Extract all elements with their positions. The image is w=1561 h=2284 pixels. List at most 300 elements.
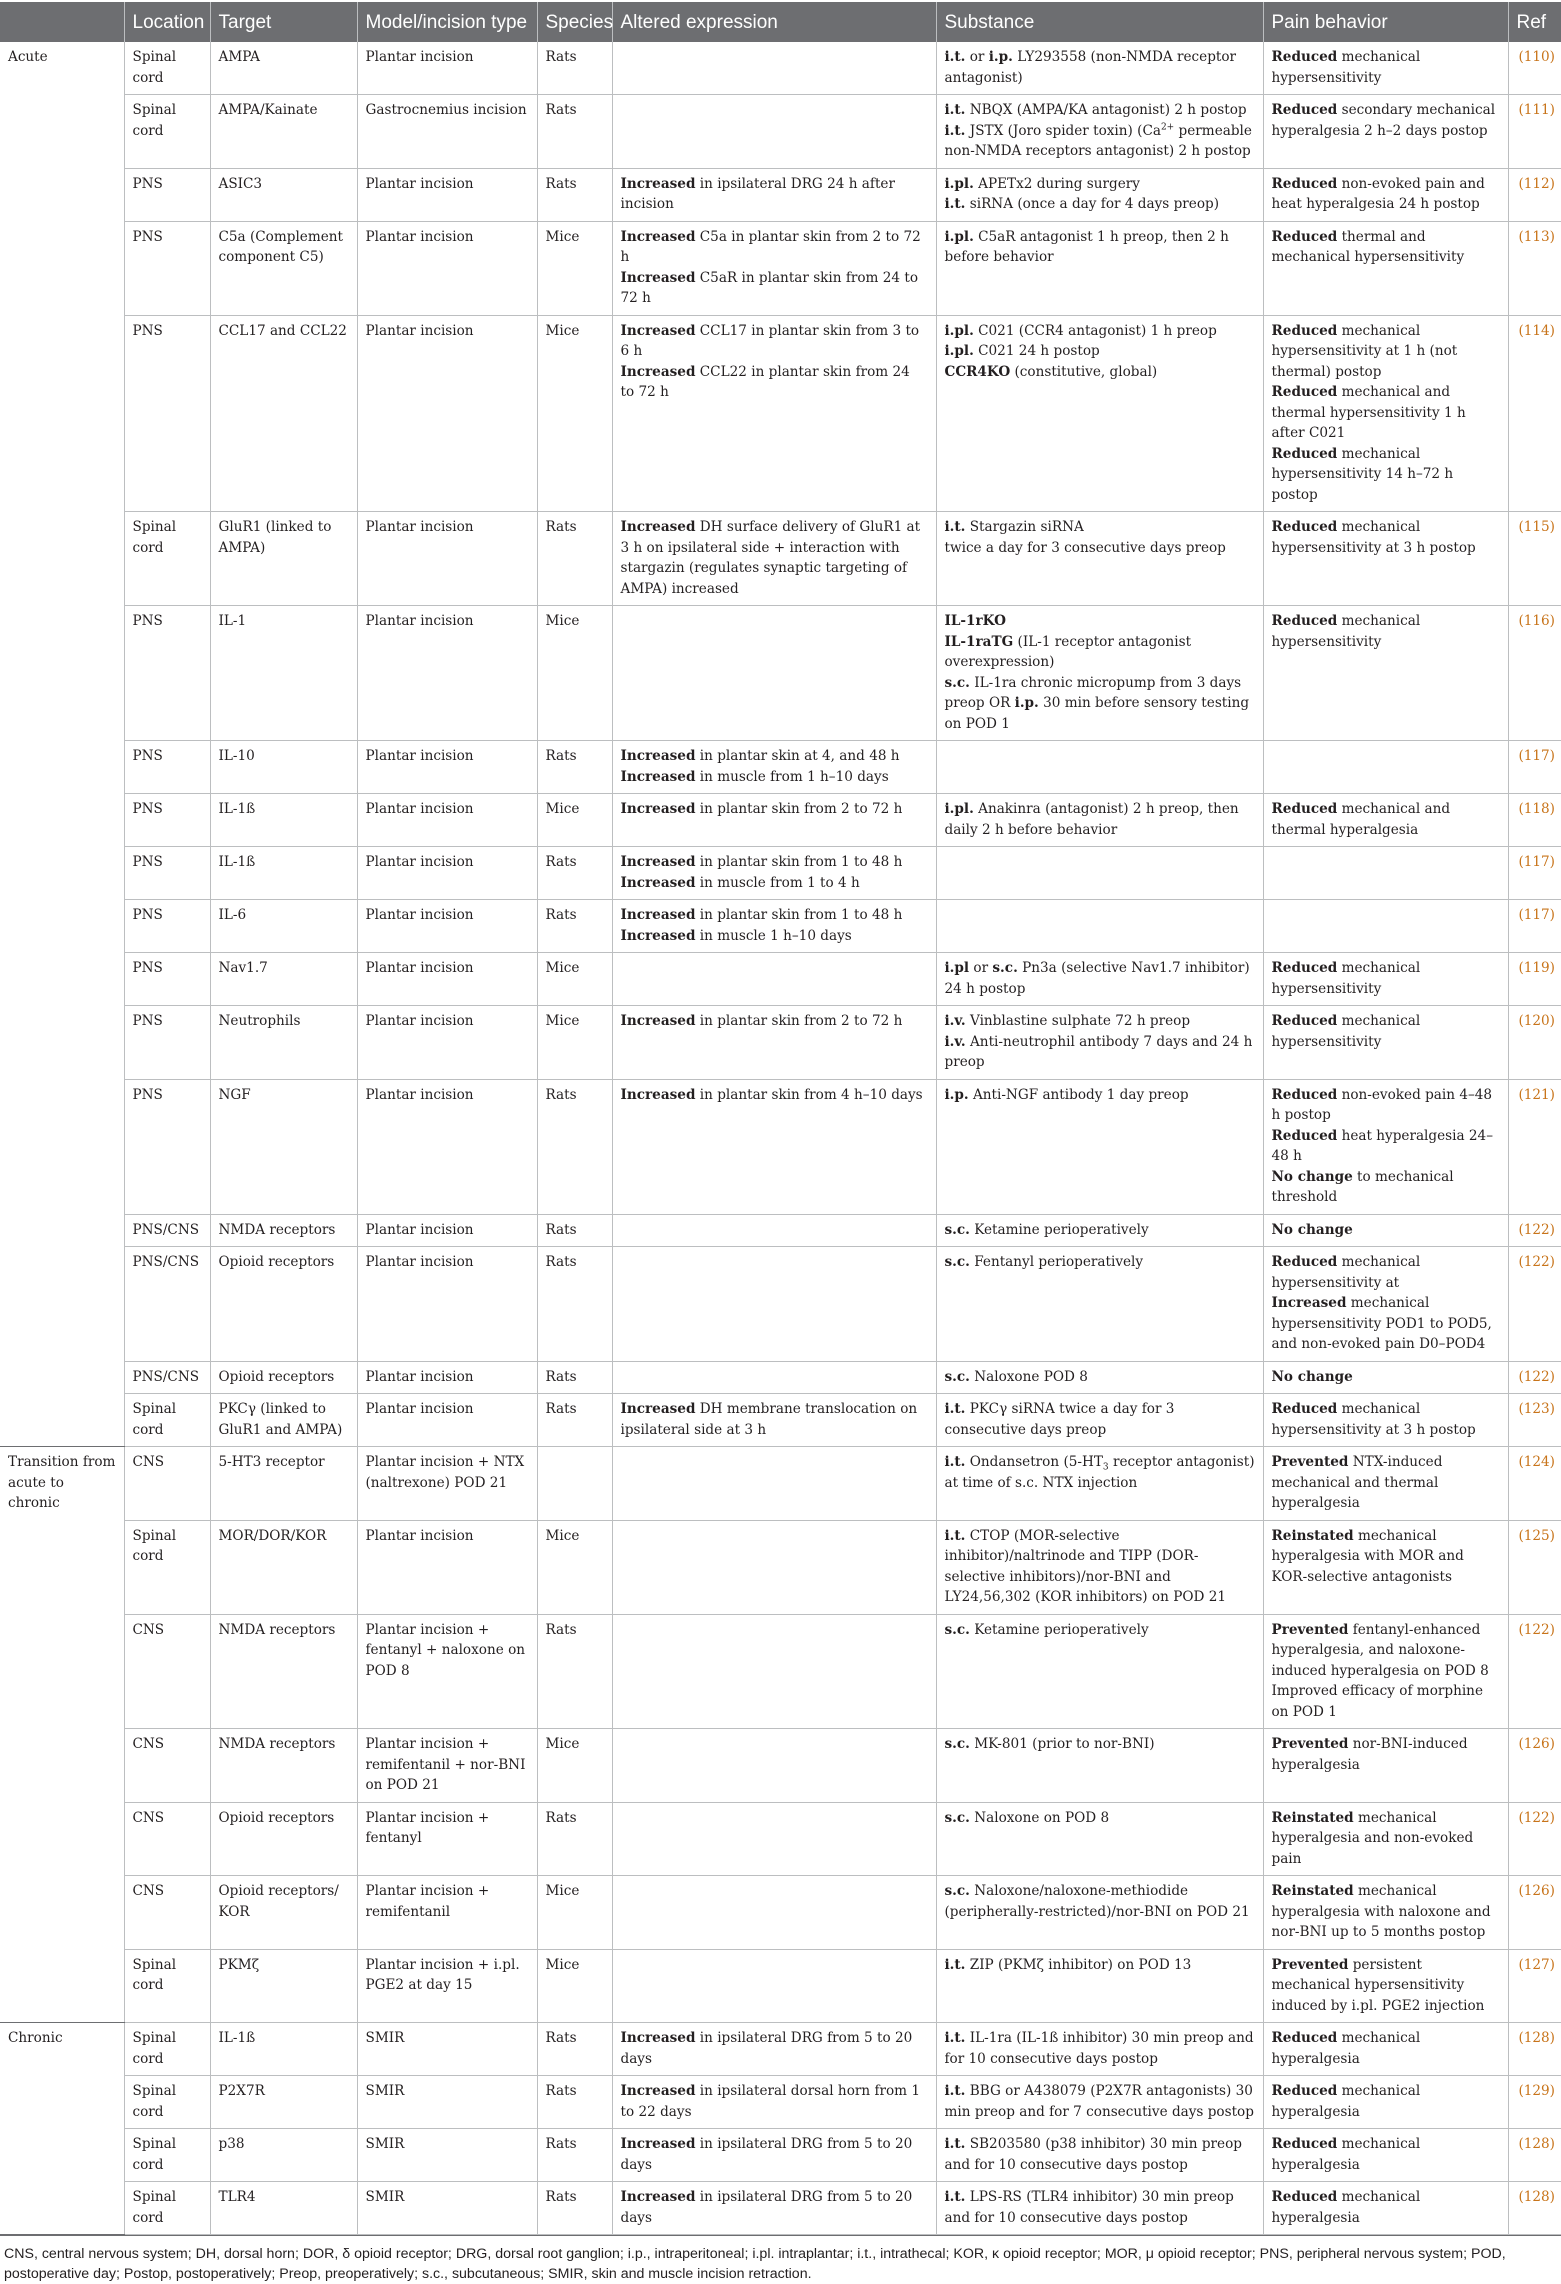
altered-expression-cell-line: [621, 905, 928, 926]
text-run: Ketamine perioperatively: [969, 1621, 1149, 1638]
pain-behavior-cell-line: [1272, 2187, 1500, 2228]
ref-link: (118): [1508, 794, 1561, 847]
text-run: No change: [1271, 1368, 1353, 1385]
target-cell: PKMζ: [210, 1949, 357, 2023]
substance-cell-line: [945, 227, 1255, 268]
target-cell: p38: [210, 2129, 357, 2182]
substance-cell-line: [945, 1399, 1255, 1440]
text-run: Increased: [620, 175, 696, 192]
ref-link: (120): [1508, 1006, 1561, 1080]
substance-cell: [936, 1447, 1263, 1521]
text-run: Reduced: [1271, 102, 1338, 118]
target-cell: NMDA receptors: [210, 1214, 357, 1247]
text-run: DH membrane translocation on ipsilateral side at 3 h: [620, 1401, 918, 1438]
text-run: C021 (CCR4 antagonist) 1 h preop: [973, 322, 1217, 339]
text-run: mechanical hypersensitivity at 3 h postop: [1271, 1401, 1476, 1438]
pain-behavior-cell: [1263, 2076, 1508, 2129]
text-run: Increased: [620, 269, 696, 286]
pain-behavior-cell: [1263, 512, 1508, 606]
table-row: [0, 1876, 1561, 1950]
location-cell: CNS: [124, 1447, 210, 1521]
altered-expression-cell: [612, 2076, 936, 2129]
pain-behavior-cell-line: [1272, 227, 1500, 268]
species-cell: Rats: [537, 512, 612, 606]
species-cell: Mice: [537, 1006, 612, 1080]
model-cell: Plantar incision: [357, 1214, 537, 1247]
substance-cell: [936, 741, 1263, 794]
text-run: C5a in plantar skin from 2 to 72 h: [620, 228, 921, 265]
table-row: [0, 794, 1561, 847]
text-run: i.t.: [944, 196, 966, 212]
pain-behavior-cell: [1263, 741, 1508, 794]
text-run: to mechanical threshold: [1271, 1168, 1454, 1205]
text-run: i.t.: [944, 2136, 966, 2152]
altered-expression-cell-line: [621, 873, 928, 894]
species-cell: Rats: [537, 2023, 612, 2076]
altered-expression-cell: [612, 315, 936, 512]
pain-behavior-cell: [1263, 168, 1508, 221]
substance-cell-line: [945, 1808, 1255, 1829]
text-run: siRNA (once a day for 4 days preop): [965, 196, 1220, 212]
ref-link: (122): [1508, 1214, 1561, 1247]
text-run: s.c.: [944, 1368, 970, 1385]
altered-expression-cell: [612, 1214, 936, 1247]
substance-cell: [936, 1802, 1263, 1876]
substance-cell: [936, 900, 1263, 953]
text-run: i.t.: [944, 1956, 966, 1973]
target-cell: IL-10: [210, 741, 357, 794]
substance-cell: [936, 512, 1263, 606]
model-cell: Plantar incision: [357, 1520, 537, 1614]
altered-expression-cell-line: [621, 2134, 928, 2175]
text-run: s.c.: [944, 1736, 970, 1752]
location-cell: Spinal cord: [124, 2023, 210, 2076]
table-footnote: CNS, central nervous system; DH, dorsal horn; DOR, δ opioid receptor; DRG, dorsal root ganglion; i.p., intraperitoneal; i.pl. intraplantar; i.t., intrathecal; KOR, κ opioid receptor; MOR, μ opioid receptor; PNS, peripheral nervous system; POD, postoperative day; Postop, postoperatively; Preop, preoperatively; s.c., subcutaneous; SMIR, skin and muscle incision retraction.: [0, 2235, 1561, 2284]
ref-link: (125): [1508, 1520, 1561, 1614]
text-run: i.pl: [944, 960, 970, 976]
substance-cell: [936, 1079, 1263, 1214]
altered-expression-cell: [612, 221, 936, 315]
model-cell: Plantar incision: [357, 221, 537, 315]
text-run: i.pl.: [944, 343, 974, 359]
text-run: i.t.: [944, 102, 966, 118]
header-cell-altered: Altered expression: [612, 2, 936, 42]
location-cell: Spinal cord: [124, 1520, 210, 1614]
model-cell: Plantar incision + remifentanil + nor-BNI on POD 21: [357, 1729, 537, 1803]
text-run: s.c.: [944, 1883, 970, 1899]
model-cell: Plantar incision: [357, 741, 537, 794]
text-run: i.v.: [944, 1033, 966, 1050]
text-run: in plantar skin from 2 to 72 h: [695, 1013, 903, 1029]
altered-expression-cell: [612, 512, 936, 606]
substance-cell-line: [945, 1220, 1255, 1241]
table-row: [0, 1247, 1561, 1362]
pain-behavior-cell: [1263, 1447, 1508, 1521]
pain-behavior-cell: [1263, 42, 1508, 95]
text-run: LPS-RS (TLR4 inhibitor) 30 min preop and for 10 consecutive days postop: [944, 2189, 1234, 2226]
text-run: 2+: [1160, 121, 1175, 132]
text-run: Reduced: [1271, 1401, 1338, 1417]
pain-behavior-cell: [1263, 847, 1508, 900]
text-run: in ipsilateral DRG from 5 to 20 days: [620, 2136, 913, 2173]
altered-expression-cell: [612, 1614, 936, 1729]
substance-cell: [936, 847, 1263, 900]
text-run: Reduced: [1271, 1127, 1338, 1144]
pain-behavior-cell: [1263, 1520, 1508, 1614]
header-cell-ref: Ref: [1508, 2, 1561, 42]
location-cell: CNS: [124, 1802, 210, 1876]
substance-cell-line: [945, 1252, 1255, 1273]
header-cell-location: Location: [124, 2, 210, 42]
text-run: mechanical hypersensitivity at 1 h (not thermal) postop: [1271, 322, 1458, 380]
text-run: Improved efficacy of morphine on POD 1: [1271, 1683, 1483, 1720]
text-run: mechanical hyperalgesia: [1271, 2083, 1421, 2120]
pain-behavior-cell: [1263, 2129, 1508, 2182]
altered-expression-cell: [612, 1520, 936, 1614]
model-cell: Plantar incision: [357, 512, 537, 606]
text-run: DH surface delivery of GluR1 at 3 h on ipsilateral side + interaction with stargazin (regulates synaptic targeting of AMPA) increased: [620, 519, 921, 597]
pain-behavior-cell: [1263, 1394, 1508, 1447]
text-run: Reduced: [1271, 2083, 1338, 2099]
text-run: i.p.: [944, 1086, 969, 1103]
altered-expression-cell: [612, 1949, 936, 2023]
substance-cell: [936, 1394, 1263, 1447]
text-run: or: [969, 960, 993, 976]
table-row: [0, 2076, 1561, 2129]
pain-behavior-cell-line: [1272, 382, 1500, 444]
species-cell: Rats: [537, 2076, 612, 2129]
target-cell: NMDA receptors: [210, 1614, 357, 1729]
header-cell-group: [0, 2, 124, 42]
model-cell: Plantar incision: [357, 168, 537, 221]
text-run: PKCγ siRNA twice a day for 3 consecutive days preop: [944, 1401, 1175, 1438]
altered-expression-cell-line: [621, 1399, 928, 1440]
table-row: [0, 953, 1561, 1006]
text-run: Increased: [620, 927, 696, 944]
species-cell: Mice: [537, 315, 612, 512]
pain-behavior-cell: [1263, 1079, 1508, 1214]
text-run: mechanical hyperalgesia: [1271, 2136, 1421, 2173]
substance-cell: [936, 794, 1263, 847]
text-run: Reduced: [1271, 960, 1338, 976]
altered-expression-cell-line: [621, 174, 928, 215]
location-cell: PNS: [124, 900, 210, 953]
text-run: s.c.: [944, 1621, 970, 1638]
text-run: CCR4KO: [944, 363, 1011, 380]
text-run: mechanical hypersensitivity: [1271, 960, 1421, 997]
text-run: Increased: [620, 907, 696, 923]
ref-link: (123): [1508, 1394, 1561, 1447]
text-run: i.t.: [944, 2189, 966, 2205]
table-body: [0, 42, 1561, 2235]
substance-cell: [936, 42, 1263, 95]
table-row: [0, 512, 1561, 606]
table-row: [0, 741, 1561, 794]
target-cell: IL-6: [210, 900, 357, 953]
target-cell: GluR1 (linked to AMPA): [210, 512, 357, 606]
location-cell: Spinal cord: [124, 512, 210, 606]
text-run: Increased: [620, 519, 696, 535]
substance-cell: [936, 1520, 1263, 1614]
header-cell-target: Target: [210, 2, 357, 42]
altered-expression-cell-line: [621, 227, 928, 268]
substance-cell: [936, 1006, 1263, 1080]
text-run: Increased: [620, 2083, 696, 2099]
substance-cell-line: [945, 100, 1255, 121]
substance-cell: [936, 606, 1263, 741]
text-run: i.t.: [944, 122, 966, 139]
altered-expression-cell: [612, 606, 936, 741]
text-run: mechanical hypersensitivity POD1 to POD5, and non-evoked pain D0–POD4: [1271, 1295, 1492, 1352]
ref-link: (114): [1508, 315, 1561, 512]
text-run: secondary mechanical hyperalgesia 2 h–2 days postop: [1271, 102, 1496, 139]
text-run: No change: [1271, 1168, 1353, 1185]
text-run: Reduced: [1271, 801, 1338, 817]
altered-expression-cell-line: [621, 746, 928, 767]
altered-expression-cell: [612, 847, 936, 900]
pain-behavior-cell-line: [1272, 1220, 1500, 1241]
text-run: Ketamine perioperatively: [969, 1221, 1149, 1238]
text-run: mechanical hypersensitivity: [1271, 1013, 1421, 1050]
pain-behavior-cell: [1263, 221, 1508, 315]
target-cell: C5a (Complement component C5): [210, 221, 357, 315]
table-row: [0, 900, 1561, 953]
text-run: No change: [1271, 1221, 1353, 1238]
substance-cell: [936, 1247, 1263, 1362]
pain-behavior-cell-line: [1272, 321, 1500, 383]
pain-behavior-cell-line: [1272, 1955, 1500, 2017]
altered-expression-cell: [612, 794, 936, 847]
ref-link: (115): [1508, 512, 1561, 606]
substance-cell: [936, 315, 1263, 512]
species-cell: Mice: [537, 1876, 612, 1950]
text-run: Naloxone/naloxone-methiodide (peripherally-restricted)/nor-BNI on POD 21: [944, 1883, 1250, 1920]
text-run: Increased: [620, 1013, 696, 1029]
altered-expression-cell: [612, 168, 936, 221]
text-run: Ondansetron (5-HT: [965, 1454, 1103, 1470]
text-run: i.p.: [1014, 695, 1039, 711]
text-run: mechanical hyperalgesia with MOR and KOR-selective antagonists: [1271, 1527, 1464, 1585]
target-cell: AMPA: [210, 42, 357, 95]
table-row: [0, 1614, 1561, 1729]
species-cell: Rats: [537, 1361, 612, 1394]
text-run: mechanical hypersensitivity at 3 h postop: [1271, 519, 1476, 556]
location-cell: CNS: [124, 1614, 210, 1729]
text-run: IL-1ra chronic micropump from 3 days preop OR: [944, 674, 1242, 711]
species-cell: Rats: [537, 2129, 612, 2182]
altered-expression-cell-line: [621, 1011, 928, 1032]
location-cell: PNS: [124, 606, 210, 741]
text-run: Reduced: [1271, 2136, 1338, 2152]
text-run: i.pl.: [944, 175, 974, 192]
pain-behavior-cell-line: [1272, 799, 1500, 840]
pain-behavior-cell-line: [1272, 1252, 1500, 1293]
substance-cell-line: [945, 1032, 1255, 1073]
pain-behavior-cell-line: [1272, 1367, 1500, 1388]
text-run: i.t.: [944, 1401, 966, 1417]
table-row: [0, 1079, 1561, 1214]
text-run: twice a day for 3 consecutive days preop: [944, 539, 1226, 556]
table-row: [0, 42, 1561, 95]
text-run: in muscle from 1 to 4 h: [695, 874, 860, 891]
species-cell: Mice: [537, 794, 612, 847]
substance-cell-line: [945, 611, 1255, 632]
table-row: [0, 2129, 1561, 2182]
pain-behavior-cell-line: [1272, 47, 1500, 88]
ref-link: (119): [1508, 953, 1561, 1006]
altered-expression-cell-line: [621, 767, 928, 788]
text-run: Reduced: [1271, 1086, 1338, 1103]
altered-expression-cell: [612, 1247, 936, 1362]
model-cell: SMIR: [357, 2023, 537, 2076]
header-row: [0, 2, 1561, 42]
text-run: mechanical and thermal hyperalgesia: [1271, 801, 1451, 838]
pain-behavior-cell: [1263, 1802, 1508, 1876]
target-cell: IL-1ß: [210, 794, 357, 847]
substance-cell-line: [945, 1734, 1255, 1755]
pain-behavior-cell-line: [1272, 1293, 1500, 1355]
altered-expression-cell-line: [621, 2187, 928, 2228]
pain-behavior-cell-line: [1272, 2081, 1500, 2122]
table-row: [0, 606, 1561, 741]
pain-behavior-cell: [1263, 1729, 1508, 1803]
text-run: Stargazin siRNA: [965, 519, 1084, 535]
location-cell: PNS: [124, 221, 210, 315]
substance-cell: [936, 1214, 1263, 1247]
model-cell: SMIR: [357, 2182, 537, 2235]
model-cell: Plantar incision: [357, 1394, 537, 1447]
substance-cell-line: [945, 1881, 1255, 1922]
altered-expression-cell-line: [621, 268, 928, 309]
species-cell: Rats: [537, 1802, 612, 1876]
text-run: Prevented: [1271, 1621, 1349, 1638]
text-run: (constitutive, global): [1010, 363, 1158, 380]
ref-link: (121): [1508, 1079, 1561, 1214]
text-run: CCL17 in plantar skin from 3 to 6 h: [620, 322, 920, 359]
location-cell: PNS: [124, 1006, 210, 1080]
target-cell: Neutrophils: [210, 1006, 357, 1080]
text-run: in plantar skin from 2 to 72 h: [695, 801, 903, 817]
target-cell: Opioid receptors: [210, 1802, 357, 1876]
text-run: Reduced: [1271, 322, 1338, 339]
header-cell-behavior: Pain behavior: [1263, 2, 1508, 42]
location-cell: PNS: [124, 847, 210, 900]
species-cell: Rats: [537, 1214, 612, 1247]
table-row: [0, 1447, 1561, 1521]
altered-expression-cell-line: [621, 852, 928, 873]
pain-behavior-cell-line: [1272, 2028, 1500, 2069]
text-run: IL-1rKO: [944, 613, 1006, 629]
model-cell: Plantar incision: [357, 847, 537, 900]
ref-link: (122): [1508, 1614, 1561, 1729]
location-cell: PNS: [124, 794, 210, 847]
pain-behavior-cell: [1263, 1876, 1508, 1950]
text-run: Increased: [620, 322, 696, 339]
species-cell: Rats: [537, 1614, 612, 1729]
pain-behavior-cell-line: [1272, 1085, 1500, 1126]
text-run: Increased: [620, 874, 696, 891]
substance-cell-line: [945, 2187, 1255, 2228]
text-run: i.pl.: [944, 801, 974, 817]
text-run: CCL22 in plantar skin from 24 to 72 h: [620, 363, 910, 400]
substance-cell-line: [945, 2081, 1255, 2122]
text-run: mechanical hypersensitivity: [1271, 49, 1421, 86]
model-cell: Plantar incision + fentanyl + naloxone on POD 8: [357, 1614, 537, 1729]
text-run: mechanical hypersensitivity: [1271, 613, 1421, 650]
substance-cell: [936, 1729, 1263, 1803]
pain-behavior-cell-line: [1272, 100, 1500, 141]
substance-cell-line: [945, 2134, 1255, 2175]
altered-expression-cell: [612, 1394, 936, 1447]
substance-cell-line: [945, 341, 1255, 362]
text-run: Reduced: [1271, 384, 1338, 400]
text-run: or: [965, 49, 989, 65]
text-run: Reduced: [1271, 1254, 1338, 1270]
text-run: MK-801 (prior to nor-BNI): [969, 1736, 1155, 1752]
text-run: in ipsilateral DRG from 5 to 20 days: [620, 2030, 913, 2067]
pain-behavior-cell: [1263, 1006, 1508, 1080]
text-run: in plantar skin at 4, and 48 h: [695, 748, 900, 764]
target-cell: IL-1ß: [210, 847, 357, 900]
altered-expression-cell-line: [621, 2081, 928, 2122]
text-run: Anti-neutrophil antibody 7 days and 24 h preop: [944, 1033, 1253, 1070]
pain-behavior-cell: [1263, 2023, 1508, 2076]
location-cell: PNS/CNS: [124, 1214, 210, 1247]
text-run: C5aR antagonist 1 h preop, then 2 h before behavior: [944, 228, 1229, 265]
text-run: SB203580 (p38 inhibitor) 30 min preop and for 10 consecutive days postop: [944, 2136, 1242, 2173]
model-cell: Plantar incision + NTX (naltrexone) POD 21: [357, 1447, 537, 1521]
text-run: nor-BNI-induced hyperalgesia: [1271, 1736, 1468, 1773]
pain-behavior-cell: [1263, 1614, 1508, 1729]
text-run: C5aR in plantar skin from 24 to 72 h: [620, 269, 919, 306]
substance-cell-line: [945, 958, 1255, 999]
substance-cell-line: [945, 2028, 1255, 2069]
table-row: [0, 847, 1561, 900]
table-row: [0, 315, 1561, 512]
text-run: in muscle 1 h–10 days: [695, 927, 852, 944]
table-row: [0, 1214, 1561, 1247]
location-cell: Spinal cord: [124, 2182, 210, 2235]
location-cell: Spinal cord: [124, 2076, 210, 2129]
substance-cell-line: [945, 362, 1255, 383]
pain-behavior-cell: [1263, 794, 1508, 847]
text-run: 30 min before sensory testing on POD 1: [944, 695, 1250, 732]
header-cell-substance: Substance: [936, 2, 1263, 42]
location-cell: CNS: [124, 1876, 210, 1950]
text-run: (IL-1 receptor antagonist overexpression): [944, 633, 1192, 670]
text-run: s.c.: [992, 960, 1018, 976]
text-run: BBG or A438079 (P2X7R antagonists) 30 min preop and for 7 consecutive days postop: [944, 2083, 1254, 2120]
ref-link: (127): [1508, 1949, 1561, 2023]
substance-cell-line: [945, 174, 1255, 195]
group-label: Chronic: [0, 2023, 124, 2235]
text-run: Increased: [620, 748, 696, 764]
pain-behavior-cell-line: [1272, 2134, 1500, 2175]
text-run: mechanical hyperalgesia with naloxone and nor-BNI up to 5 months postop: [1271, 1883, 1491, 1940]
location-cell: PNS: [124, 953, 210, 1006]
location-cell: PNS: [124, 168, 210, 221]
substance-cell: [936, 1876, 1263, 1950]
table-row: [0, 1361, 1561, 1394]
altered-expression-cell-line: [621, 517, 928, 599]
table-row: [0, 1802, 1561, 1876]
text-run: CTOP (MOR-selective inhibitor)/naltrinode and TIPP (DOR-selective inhibitors)/nor-BNI and LY24,56,302 (KOR inhibitors) on POD 21: [944, 1527, 1226, 1605]
substance-cell-line: [945, 121, 1255, 162]
ref-link: (111): [1508, 95, 1561, 169]
altered-expression-cell: [612, 1876, 936, 1950]
text-run: Reduced: [1271, 519, 1338, 535]
group-label: Acute: [0, 42, 124, 1447]
